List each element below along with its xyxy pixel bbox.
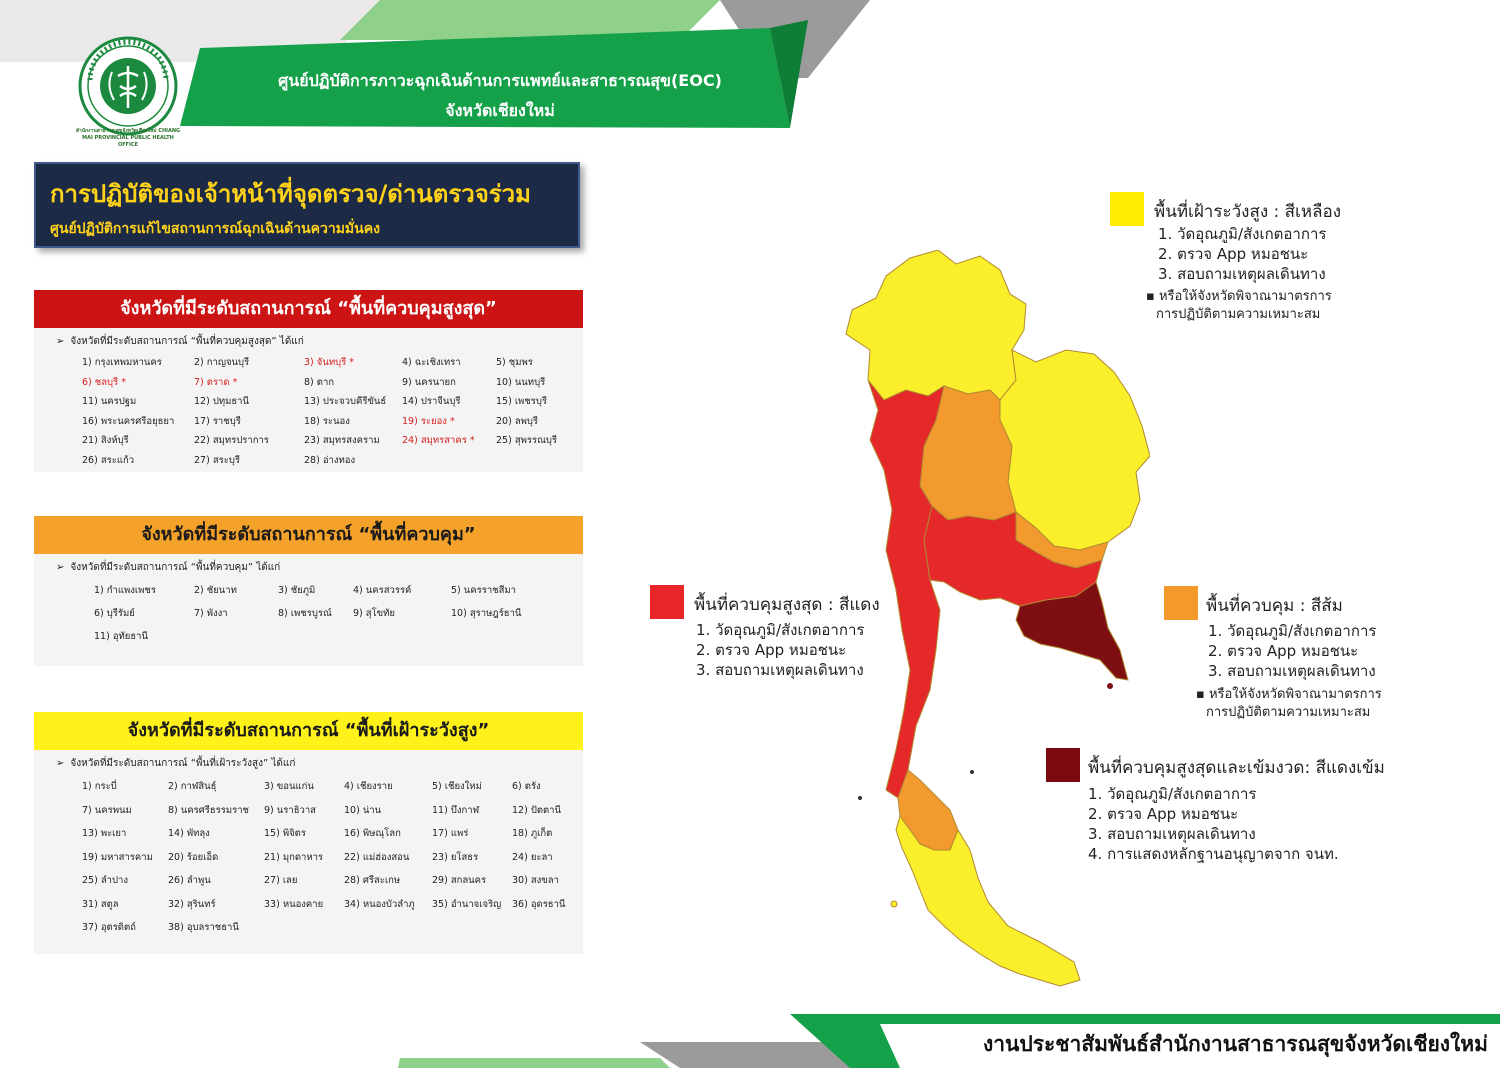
- section-intro: [34, 554, 583, 579]
- province-item: 13) ประจวบคีรีขันธ์: [304, 396, 387, 407]
- legend-step: 1. วัดอุณภูมิ/สังเกตอาการ: [696, 621, 865, 639]
- section-control: [34, 516, 583, 666]
- legend-steps: [1088, 784, 1339, 864]
- province-item: 7) นครพนม: [82, 804, 132, 816]
- province-item: 24) ยะลา: [512, 851, 553, 863]
- province-item: 6) ตรัง: [512, 781, 541, 792]
- province-item: 7) พังงา: [194, 608, 228, 619]
- map-island: [970, 770, 974, 774]
- province-item: 20) ลพบุรี: [496, 415, 539, 427]
- operations-title-box: [34, 162, 580, 248]
- province-item: 11) นครปฐม: [82, 396, 137, 407]
- province-item: 2) กาฬสินธุ์: [168, 781, 217, 792]
- province-item: 35) อำนาจเจริญ: [432, 898, 502, 910]
- legend-swatch-red: [650, 585, 684, 619]
- legend-steps: [696, 620, 864, 680]
- legend-darkred: [1046, 748, 1446, 870]
- province-item: 2) ชัยนาท: [194, 585, 237, 596]
- map-island-phuket: [891, 901, 897, 907]
- province-item: 37) อุตรดิตถ์: [82, 922, 136, 933]
- legend-step: 1. วัดอุณภูมิ/สังเกตอาการ: [1208, 622, 1377, 640]
- page-subtitle: ศูนย์ปฏิบัติการแก้ไขสถานการณ์ฉุกเฉินด้านความมั่นคง: [50, 221, 380, 237]
- section-highest-control: [34, 290, 583, 472]
- footer-credit: งานประชาสัมพันธ์สำนักงานสาธารณสุขจังหวัดเชียงใหม่: [982, 1032, 1488, 1056]
- header-title: [220, 66, 780, 126]
- province-item: 12) ปัตตานี: [512, 804, 562, 816]
- province-item: 10) สุราษฎร์ธานี: [451, 608, 522, 619]
- province-item: 7) ตราด *: [194, 376, 238, 388]
- legend-step: 1. วัดอุณภูมิ/สังเกตอาการ: [1158, 225, 1327, 243]
- arrow-icon: ➢: [56, 562, 65, 573]
- province-item: 22) สมุทรปราการ: [194, 435, 269, 446]
- legend-step: 4. การแสดงหลักฐานอนุญาตจาก จนท.: [1088, 845, 1339, 863]
- province-item: 5) ชุมพร: [496, 357, 533, 368]
- province-item: 21) มุกดาหาร: [264, 851, 324, 863]
- province-item: 18) ระนอง: [304, 415, 350, 427]
- province-item: 6) ชลบุรี *: [82, 376, 126, 388]
- province-item: 21) สิงห์บุรี: [82, 435, 129, 446]
- section-heading: จังหวัดที่มีระดับสถานการณ์ “พื้นที่ควบคุมสูงสุด”: [34, 290, 583, 328]
- province-item: 1) กำแพงเพชร: [94, 585, 156, 596]
- logo-caption: สำนักงานสาธารณสุขจังหวัดเชียงใหม่ CHIANG MAI PROVINCIAL PUBLIC HEALTH OFFICE: [75, 128, 181, 148]
- province-item: 31) สตูล: [82, 898, 119, 910]
- province-item: 14) ปราจีนบุรี: [402, 396, 461, 407]
- legend-steps: [1208, 621, 1376, 681]
- arrow-icon: ➢: [56, 758, 65, 769]
- header-title-line1: ศูนย์ปฏิบัติการภาวะฉุกเฉินด้านการแพทย์และสาธารณสุข(EOC): [278, 71, 722, 90]
- province-item: 3) ขอนแก่น: [264, 781, 314, 792]
- province-item: 10) น่าน: [344, 804, 382, 816]
- province-item: 18) ภูเก็ต: [512, 828, 553, 839]
- legend-steps: [1158, 224, 1326, 284]
- province-item: 15) เพชรบุรี: [496, 396, 548, 407]
- province-item: 6) บุรีรัมย์: [94, 608, 135, 619]
- province-item: 30) สงขลา: [512, 875, 559, 886]
- province-item: 5) นครราชสีมา: [451, 585, 517, 596]
- legend-step: 1. วัดอุณภูมิ/สังเกตอาการ: [1088, 785, 1257, 803]
- province-item: 13) พะเยา: [82, 828, 127, 839]
- province-item: 16) พิษณุโลก: [344, 828, 401, 839]
- arrow-icon: ➢: [56, 336, 65, 347]
- province-item: 12) ปทุมธานี: [194, 396, 249, 407]
- legend-title: พื้นที่ควบคุมสูงสุด : สีแดง: [694, 595, 880, 615]
- page-title: การปฏิบัติของเจ้าหน้าที่จุดตรวจ/ด่านตรวจร่วม: [50, 180, 531, 208]
- legend-red: [650, 585, 930, 685]
- province-grid: [34, 775, 583, 944]
- province-item: 11) บึงกาฬ: [432, 804, 480, 816]
- province-item: 32) สุรินทร์: [168, 898, 216, 910]
- province-item: 8) นครศรีธรรมราช: [168, 804, 250, 816]
- legend-step: 3. สอบถามเหตุผลเดินทาง: [1088, 825, 1256, 843]
- legend-step: 3. สอบถามเหตุผลเดินทาง: [1208, 662, 1376, 680]
- legend-title: พื้นที่ควบคุมสูงสุดและเข้มงวด: สีแดงเข้ม: [1088, 758, 1385, 778]
- province-item: 19) มหาสารคาม: [82, 851, 153, 863]
- section-intro-text: จังหวัดที่มีระดับสถานการณ์ “พื้นที่เฝ้าระวังสูง” ได้แก่: [70, 758, 296, 769]
- province-item: 28) ศรีสะเกษ: [344, 875, 401, 886]
- province-item: 4) นครสวรรค์: [353, 585, 412, 596]
- map-island: [858, 796, 862, 800]
- legend-note: [1196, 686, 1382, 722]
- province-item: 9) นราธิวาส: [264, 804, 316, 816]
- province-item: 33) หนองคาย: [264, 898, 324, 910]
- province-item: 28) อ่างทอง: [304, 454, 356, 466]
- province-item: 17) แพร่: [432, 828, 469, 839]
- legend-note-line: การปฏิบัติตามความเหมาะสม: [1206, 705, 1371, 720]
- province-item: 25) ลำปาง: [82, 875, 128, 886]
- province-item: 20) ร้อยเอ็ด: [168, 851, 219, 863]
- map-island: [1107, 683, 1113, 689]
- province-item: 24) สมุทรสาคร *: [402, 435, 475, 446]
- province-item: 9) นครนายก: [402, 376, 456, 388]
- legend-note: [1146, 288, 1332, 324]
- province-item: 16) พระนครศรีอยุธยา: [82, 415, 175, 427]
- legend-step: 2. ตรวจ App หมอชนะ: [1088, 805, 1239, 823]
- legend-step: 3. สอบถามเหตุผลเดินทาง: [696, 661, 864, 679]
- section-high-surveillance: [34, 712, 583, 954]
- legend-title: พื้นที่ควบคุม : สีส้ม: [1206, 596, 1343, 616]
- province-item: 29) สกลนคร: [432, 875, 487, 886]
- section-intro-text: จังหวัดที่มีระดับสถานการณ์ “พื้นที่ควบคุมสูงสุด” ได้แก่: [70, 336, 304, 347]
- legend-step: 2. ตรวจ App หมอชนะ: [696, 641, 847, 659]
- province-item: 1) กระบี่: [82, 781, 117, 792]
- province-grid: [34, 353, 583, 474]
- province-item: 9) สุโขทัย: [353, 608, 395, 619]
- province-item: 4) เชียงราย: [344, 781, 393, 792]
- province-item: 11) อุทัยธานี: [94, 631, 148, 642]
- province-item: 25) สุพรรณบุรี: [496, 435, 558, 446]
- province-item: 22) แม่ฮ่องสอน: [344, 851, 410, 863]
- province-item: 10) นนทบุรี: [496, 376, 546, 388]
- province-item: 14) พัทลุง: [168, 828, 210, 839]
- province-item: 4) ฉะเชิงเทรา: [402, 357, 461, 368]
- province-item: 3) ชัยภูมิ: [278, 585, 316, 596]
- province-item: 8) เพชรบูรณ์: [278, 608, 332, 619]
- map-region-north: [846, 250, 1026, 400]
- province-item: 5) เชียงใหม่: [432, 781, 482, 792]
- province-item: 36) อุดรธานี: [512, 898, 566, 910]
- legend-step: 2. ตรวจ App หมอชนะ: [1158, 245, 1309, 263]
- legend-title: พื้นที่เฝ้าระวังสูง : สีเหลือง: [1154, 202, 1341, 222]
- province-item: 34) หนองบัวลำภู: [344, 898, 415, 910]
- province-item: 38) อุบลราชธานี: [168, 922, 239, 933]
- province-item: 27) สระบุรี: [194, 454, 240, 466]
- section-intro: [34, 750, 583, 775]
- legend-step: 3. สอบถามเหตุผลเดินทาง: [1158, 265, 1326, 283]
- province-grid: [34, 579, 583, 652]
- province-item: 8) ตาก: [304, 376, 335, 388]
- province-item: 3) จันทบุรี *: [304, 357, 354, 368]
- header-title-line2: จังหวัดเชียงใหม่: [445, 101, 555, 120]
- legend-yellow: [1110, 192, 1450, 332]
- province-item: 19) ระยอง *: [402, 415, 455, 427]
- province-item: 23) ยโสธร: [432, 851, 479, 863]
- legend-note-line: ▪ หรือให้จังหวัดพิจาณามาตรการ: [1146, 289, 1332, 304]
- legend-note-line: การปฏิบัติตามความเหมาะสม: [1156, 307, 1321, 322]
- section-heading: จังหวัดที่มีระดับสถานการณ์ “พื้นที่เฝ้าระวังสูง”: [34, 712, 583, 750]
- province-item: 26) สระแก้ว: [82, 454, 135, 466]
- province-item: 1) กรุงเทพมหานคร: [82, 357, 162, 368]
- legend-orange: [1164, 586, 1464, 726]
- legend-step: 2. ตรวจ App หมอชนะ: [1208, 642, 1359, 660]
- legend-swatch-darkred: [1046, 748, 1080, 782]
- province-item: 17) ราชบุรี: [194, 415, 241, 427]
- legend-swatch-orange: [1164, 586, 1198, 620]
- province-item: 2) กาญจนบุรี: [194, 357, 250, 368]
- province-item: 15) พิจิตร: [264, 828, 306, 839]
- section-heading: จังหวัดที่มีระดับสถานการณ์ “พื้นที่ควบคุม”: [34, 516, 583, 554]
- legend-swatch-yellow: [1110, 192, 1144, 226]
- province-item: 23) สมุทรสงคราม: [304, 435, 380, 446]
- province-item: 26) ลำพูน: [168, 875, 211, 886]
- section-intro-text: จังหวัดที่มีระดับสถานการณ์ “พื้นที่ควบคุม” ได้แก่: [70, 562, 281, 573]
- section-intro: [34, 328, 583, 353]
- legend-note-line: ▪ หรือให้จังหวัดพิจาณามาตรการ: [1196, 687, 1382, 702]
- province-item: 27) เลย: [264, 875, 298, 886]
